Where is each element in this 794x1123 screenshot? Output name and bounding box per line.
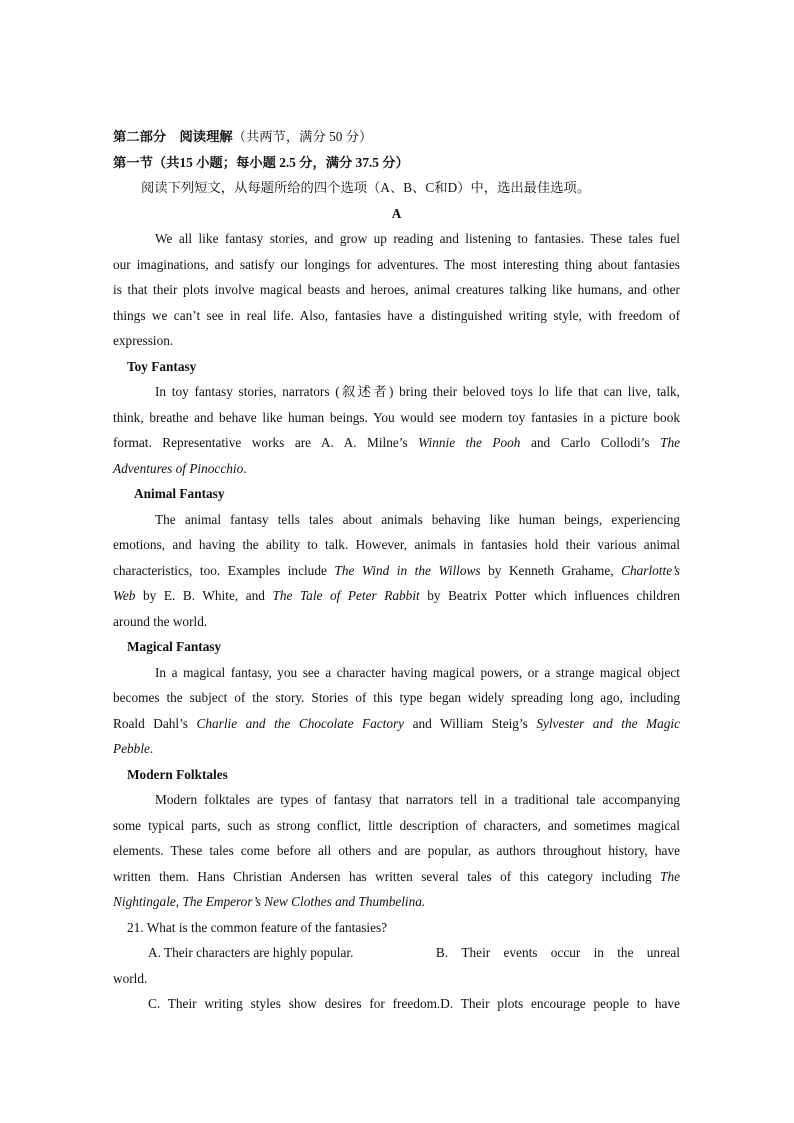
- magical-fantasy-paragraph: In a magical fantasy, you see a character having magical powers, or a strange magical object becomes the subject of the story. Stories of this type began widely spreading long ago, including Roald Dahl’s Charlie and the Chocolate Factory and William Steig’s Sylvester and the Magic Pebble.: [113, 664, 680, 756]
- intro-paragraph: We all like fantasy stories, and grow up reading and listening to fantasies. These tales fuel our imaginations, and satisfy our longings for adventures. The most interesting thing about fantasies is that their plots involve magical beasts and heroes, animal creatures talking like humans, and other things we can’t see in real life. Also, fantasies have a distinguished writing style, with freedom of expression.: [113, 231, 680, 348]
- animal-fantasy-heading: Animal Fantasy: [134, 486, 225, 501]
- part-title: 第二部分 阅读理解（共两节，满分 50 分）: [113, 129, 373, 144]
- modern-folktales-paragraph: Modern folktales are types of fantasy that narrators tell in a traditional tale accompanying some typical parts, such as strong conflict, little description of characters, and sometimes magical elements. These tales come before all others and are popular, as authors throughout history, have written them. Hans Christian Andersen has written several tales of this category including The Nightingale, The Emperor’s New Clothes and Thumbelina.: [113, 792, 680, 909]
- option-b: B. Their events occur in the unreal: [435, 945, 680, 960]
- section-title: 第一节（共15 小题；每小题 2.5 分，满分 37.5 分）: [113, 154, 409, 170]
- animal-fantasy-paragraph: The animal fantasy tells tales about animals behaving like human beings, experiencing emotions, and having the ability to talk. However, animals in fantasies hold their various animal characteristics, too. Examples include The Wind in the Willows by Kenneth Grahame, Charlotte’s Web by E. B. White, and The Tale of Peter Rabbit by Beatrix Potter which influences children around the world.: [113, 511, 680, 629]
- passage-label: A: [391, 205, 402, 221]
- toy-fantasy-paragraph: In toy fantasy stories, narrators (叙述者) bring their beloved toys lo life that can live, talk, think, breathe and behave like human beings. You would see modern toy fantasies in a picture book format. Representative works are A. A. Milne’s Winnie the Pooh and Carlo Collodi’s The Adventures of Pinocchio.: [113, 384, 681, 476]
- option-b-continued: world.: [113, 970, 148, 986]
- magical-fantasy-heading: Magical Fantasy: [127, 639, 222, 654]
- modern-folktales-heading: Modern Folktales: [127, 766, 228, 782]
- options-c-d: C. Their writing styles show desires for freedom.D. Their plots encourage people to have: [148, 996, 680, 1011]
- question-stem: 21. What is the common feature of the fantasies?: [127, 919, 388, 935]
- option-a: A. Their characters are highly popular.: [148, 945, 354, 960]
- exam-page: [113, 124, 680, 1017]
- toy-fantasy-heading: Toy Fantasy: [127, 358, 197, 374]
- instruction: 阅读下列短文，从每题所给的四个选项（A、B、C和D）中，选出最佳选项。: [141, 180, 591, 195]
- question-21: [113, 915, 680, 1017]
- options-a-b: [113, 940, 680, 966]
